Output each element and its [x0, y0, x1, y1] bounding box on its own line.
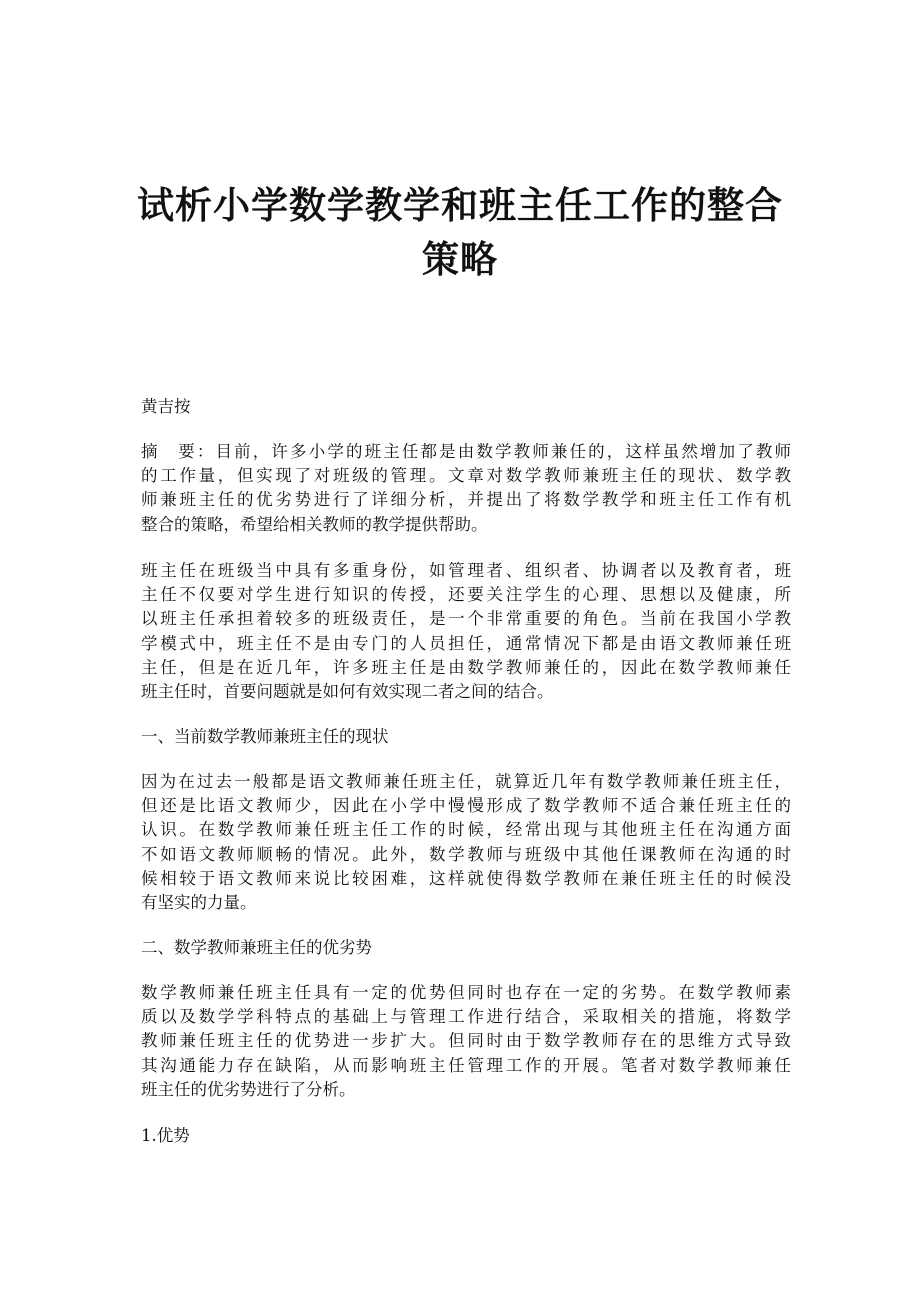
- text-line: 因为在过去一般都是语文教师兼任班主任，就算近几年有数学教师兼任班主任，: [141, 772, 791, 791]
- text-line: 班主任的优劣势进行了分析。: [141, 1079, 356, 1099]
- text-line: 有坚实的力量。: [141, 893, 257, 913]
- text-line: 主任不仅要对学生进行知识的传授，还要关注学生的心理、思想以及健康，所: [141, 585, 791, 605]
- author-name: 黄吉按: [141, 397, 191, 416]
- abstract-paragraph: [141, 440, 791, 537]
- title-line: 策略: [422, 237, 498, 281]
- text-line: 以班主任承担着较多的班级责任，是一个非常重要的角色。当前在我国小学教: [141, 609, 791, 629]
- section-heading-2: 二、数学教师兼班主任的优劣势: [141, 938, 372, 957]
- text-line: 质以及数学学科特点的基础上与管理工作进行结合，采取相关的措施，将数学: [141, 1007, 791, 1027]
- body-paragraph-pros-cons: [141, 981, 791, 1102]
- section-heading-1: 一、当前数学教师兼班主任的现状: [141, 727, 389, 746]
- text-line: 班主任时，首要问题就是如何有效实现二者之间的结合。: [141, 682, 554, 702]
- text-line: 主任，但是在近几年，许多班主任是由数学教师兼任的，因此在数学教师兼任: [141, 657, 791, 677]
- text-line: 师兼班主任的优劣势进行了详细分析，并提出了将数学教学和班主任工作有机: [141, 490, 791, 510]
- text-line: 候相较于语文教师来说比较困难，这样就使得数学教师在兼任班主任的时候没: [141, 868, 791, 888]
- text-line: 但还是比语文教师少，因此在小学中慢慢形成了数学教师不适合兼任班主任的: [141, 796, 791, 816]
- text-line: 其沟通能力存在缺陷，从而影响班主任管理工作的开展。笔者对数学教师兼任: [141, 1055, 791, 1075]
- text-line: 学模式中，班主任不是由专门的人员担任，通常情况下都是由语文教师兼任班: [141, 633, 791, 653]
- text-line: 教师兼任班主任的优势进一步扩大。但同时由于数学教师存在的思维方式导致: [141, 1031, 791, 1051]
- text-line: 不如语文教师顺畅的情况。此外，数学教师与班级中其他任课教师在沟通的时: [141, 844, 791, 864]
- text-line: 认识。在数学教师兼任班主任工作的时候，经常出现与其他班主任在沟通方面: [141, 820, 791, 840]
- body-paragraph-intro: [141, 559, 791, 704]
- text-line: 班主任在班级当中具有多重身份，如管理者、组织者、协调者以及教育者，班: [141, 561, 791, 580]
- text-line: 的工作量，但实现了对班级的管理。文章对数学教师兼班主任的现状、数学教: [141, 466, 791, 486]
- body-paragraph-status: [141, 770, 791, 915]
- text-line: 整合的策略，希望给相关教师的教学提供帮助。: [141, 514, 488, 534]
- document-title: [120, 178, 800, 286]
- title-line: 试析小学数学教学和班主任工作的整合: [137, 183, 783, 227]
- text-line: 摘 要：目前，许多小学的班主任都是由数学教师兼任的，这样虽然增加了教师: [141, 442, 791, 461]
- subsection-heading-1: 1.优势: [141, 1126, 190, 1145]
- text-line: 数学教师兼任班主任具有一定的优势但同时也存在一定的劣势。在数学教师素: [141, 983, 791, 1002]
